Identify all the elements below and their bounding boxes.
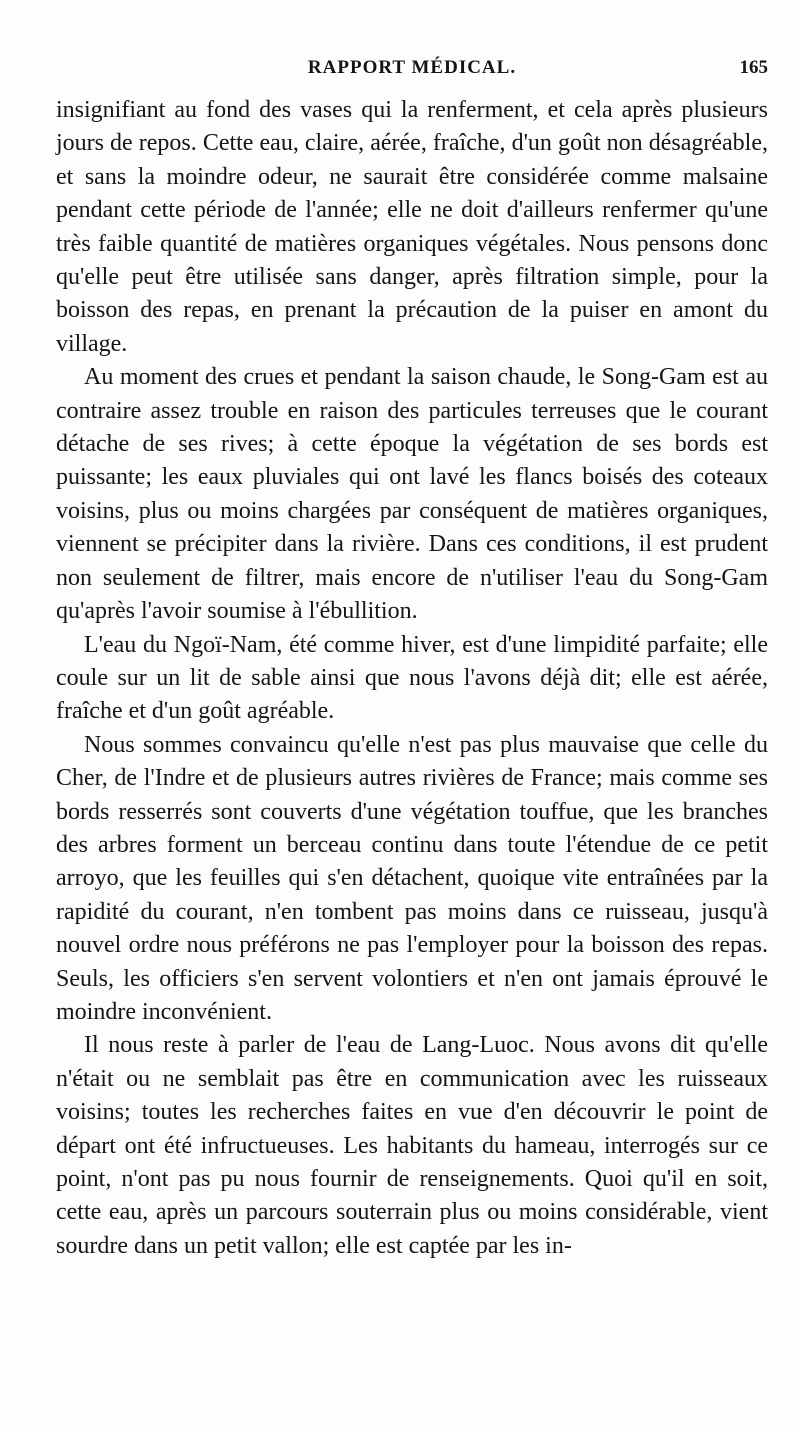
page-number: 165 [739, 57, 768, 78]
paragraph-5: Il nous reste à parler de l'eau de Lang-Luoc. Nous avons dit qu'elle n'était ou ne semblait pas être en communication avec les ruisseaux voisins; toutes les recherches faites en vue d'en découvrir le point de départ ont été infructueuses. Les habitants du hameau, interrogés sur ce point, n'ont pas pu nous fournir de renseignements. Quoi qu'il en soit, cette eau, après un parcours souterrain plus ou moins considérable, vient sourdre dans un petit vallon; elle est captée par les in- [56, 1032, 768, 1259]
body-text [56, 94, 768, 1263]
running-head [56, 57, 768, 87]
paragraph-4: Nous sommes convaincu qu'elle n'est pas plus mauvaise que celle du Cher, de l'Indre et de plusieurs autres rivières de France; mais comme ses bords resserrés sont couverts d'une végétation touffue, que les branches des arbres forment un berceau continu dans toute l'étendue de ce petit arroyo, que les feuilles qui s'en détachent, quoique vite entraînées par la rapidité du courant, n'en tombent pas moins dans ce ruisseau, jusqu'à nouvel ordre nous préférons ne pas l'employer pour la boisson des repas. Seuls, les officiers s'en servent volontiers et n'en ont jamais éprouvé le moindre inconvénient. [56, 731, 768, 1025]
paragraph-3: L'eau du Ngoï-Nam, été comme hiver, est d'une limpidité parfaite; elle coule sur un lit de sable ainsi que nous l'avons déjà dit; elle est aérée, fraîche et d'un goût agréable. [56, 631, 768, 725]
running-title: RAPPORT MÉDICAL. [307, 57, 517, 78]
paragraph-1: insignifiant au fond des vases qui la renferment, et cela après plusieurs jours de repos. Cette eau, claire, aérée, fraîche, d'un goût non désagréable, et sans la moindre odeur, ne saurait être considérée comme malsaine pendant cette période de l'année; elle ne doit d'ailleurs renfermer qu'une très faible quantité de matières organiques végétales. Nous pensons donc qu'elle peut être utilisée sans danger, après filtration simple, pour la boisson des repas, en prenant la précaution de la puiser en amont du village. [56, 97, 768, 357]
paragraph-2: Au moment des crues et pendant la saison chaude, le Song-Gam est au contraire assez trouble en raison des particules terreuses que le courant détache de ses rives; à cette époque la végétation de ses bords est puissante; les eaux pluviales qui ont lavé les flancs boisés des coteaux voisins, plus ou moins chargées par conséquent de matières organiques, viennent se précipiter dans la rivière. Dans ces conditions, il est prudent non seulement de filtrer, mais encore de n'utiliser l'eau du Song-Gam qu'après l'avoir soumise à l'ébullition. [56, 364, 768, 625]
